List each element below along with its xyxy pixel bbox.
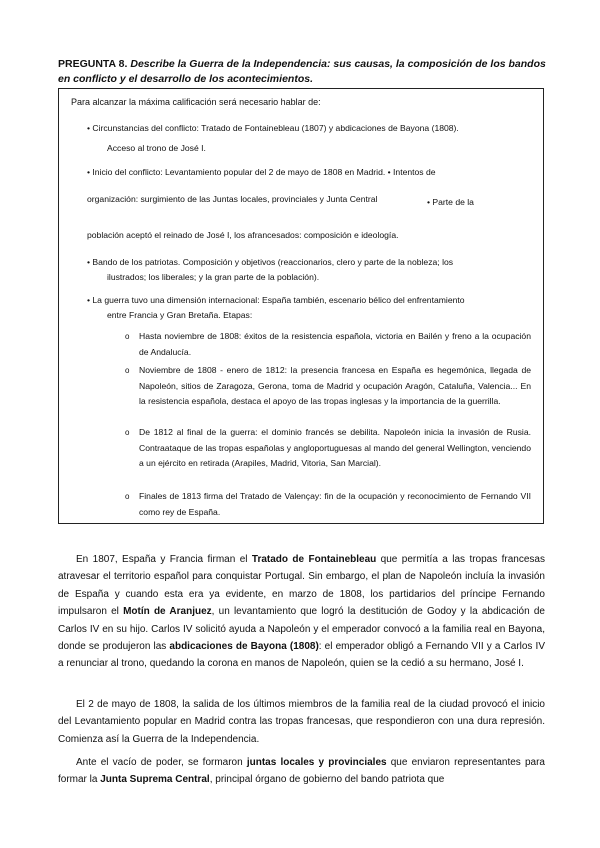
criterion-start-line3: población aceptó el reinado de José I, los afrancesados: composición e ideología. — [87, 230, 399, 240]
p3-text-3: , principal órgano de gobierno del bando patriota que — [209, 774, 445, 786]
sub-bullet-marker: o — [125, 492, 130, 501]
p1-text-2: que permitía a las tropas francesas atravesar el territorio español para conquistar Portugal. Sin embargo, el plan de Napoleón incluía la invasión de España y cuando esta era ya evidente, en marzo de 1808, los partidarios del príncipe Fernando impulsaron el — [58, 554, 545, 618]
p1-text-4: : el emperador obligó a Fernando VII y a Carlos IV a renunciar al trono, quedando la corona en manos de Napoleón, quien se la cedió a su hermano, José I. — [58, 641, 545, 670]
criterion-international-line2: entre Francia y Gran Bretaña. Etapas: — [107, 310, 253, 320]
stage-item — [125, 363, 531, 410]
p1-text-3: , un levantamiento que logró la destitución de Godoy y la abdicación de Carlos IV en su hijo. Carlos IV solicitó ayuda a Napoleón y el emperador convocó a la familia real en Bayona, donde se produjeron las — [58, 606, 545, 653]
criterion-patriots-line2: ilustrados; los liberales; y la gran parte de la población). — [107, 272, 320, 282]
criterion-circumstances-line2: Acceso al trono de José I. — [107, 143, 206, 153]
stage-2-text: Noviembre de 1808 - enero de 1812: la presencia francesa en España es hegemónica, llegada de Napoleón, sitios de Zaragoza, Gerona, toma de Madrid y ocupación Aragón, Cataluña, Valencia... En la resistencia española, destaca el apoyo de las tropas inglesas y la importancia de la guerrilla. — [139, 365, 531, 406]
criteria-intro: Para alcanzar la máxima calificación será necesario hablar de: — [71, 97, 321, 107]
question-number: PREGUNTA 8. — [58, 58, 128, 70]
p3-bold-juntas: juntas locales y provinciales — [246, 757, 387, 768]
stage-1-text: Hasta noviembre de 1808: éxitos de la resistencia española, victoria en Bailén y freno a la ocupación de Andalucía. — [139, 331, 531, 357]
sub-bullet-marker: o — [125, 366, 130, 375]
stage-item — [125, 425, 531, 472]
stage-item — [125, 329, 531, 360]
paragraph-causes — [58, 551, 545, 673]
criterion-international-line1: • La guerra tuvo una dimensión internacional: España también, escenario bélico del enfrentamiento — [87, 295, 465, 305]
p1-bold-bayona: abdicaciones de Bayona (1808) — [169, 641, 319, 653]
criterion-circumstances-line1: • Circunstancias del conflicto: Tratado de Fontainebleau (1807) y abdicaciones de Bayona (1808). — [87, 123, 459, 133]
p3-bold-junta-central: Junta Suprema Central — [100, 774, 210, 786]
p1-bold-fontainebleau: Tratado de Fontainebleau — [251, 554, 377, 565]
paragraph-uprising: El 2 de mayo de 1808, la salida de los últimos miembros de la familia real de la ciudad provocó el inicio del Levantamiento popular en Madrid contra las tropas francesas, que respondieron con una dura represión. Comienza así la Guerra de la Independencia. — [58, 699, 545, 745]
sub-bullet-marker: o — [125, 332, 130, 341]
question-description: Describe la Guerra de la Independencia: sus causas, la composición de los bandos en conflicto y el desarrollo de los acontecimientos. — [58, 58, 546, 85]
criterion-start-line1: • Inicio del conflicto: Levantamiento popular del 2 de mayo de 1808 en Madrid. • Intentos de — [87, 167, 436, 177]
p3-text-1: Ante el vacío de poder, se formaron — [76, 757, 247, 768]
stage-item — [125, 489, 531, 520]
question-heading — [58, 57, 548, 87]
stage-3-text: De 1812 al final de la guerra: el dominio francés se debilita. Napoleón inicia la invasión de Rusia. Contraataque de las tropas españolas y angloportuguesas al mando del general Wellington, venciendo a un ejército en retirada (Arapiles, Madrid, Vitoria, San Marcial). — [139, 427, 531, 468]
sub-bullet-marker: o — [125, 428, 130, 437]
criterion-start-line2-end: • Parte de la — [427, 197, 474, 207]
p1-text-1: En 1807, España y Francia firman el — [76, 554, 252, 565]
paragraph-juntas — [58, 754, 545, 789]
p1-bold-aranjuez: Motín de Aranjuez — [123, 606, 212, 618]
criterion-start-line2: organización: surgimiento de las Juntas locales, provinciales y Junta Central — [87, 194, 378, 204]
stage-4-text: Finales de 1813 firma del Tratado de Valençay: fin de la ocupación y reconocimiento de Fernando VII como rey de España. — [139, 491, 531, 517]
criterion-patriots-line1: • Bando de los patriotas. Composición y objetivos (reaccionarios, clero y parte de la nobleza; los — [87, 257, 454, 267]
grading-criteria-box — [58, 88, 544, 524]
p3-text-2: que enviaron representantes para formar la — [58, 757, 545, 786]
